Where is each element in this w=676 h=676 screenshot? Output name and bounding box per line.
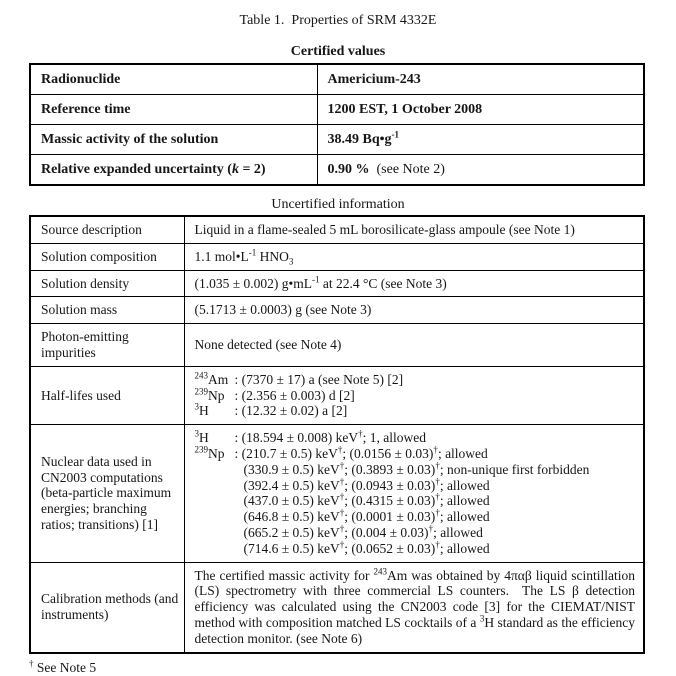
value-line: $^3$H : (18.594 ± 0.008) keV†; 1, allowed — [194, 428, 427, 446]
row-value-cell: 0.90 % (see Note 2) — [317, 155, 644, 186]
value-line: (714.6 ± 0.5) keV†; (0.0652 ± 0.03)†; allowed — [243, 539, 490, 556]
row-value-cell — [184, 562, 644, 652]
footnote — [29, 660, 676, 676]
row-label-cell: Solution density — [30, 270, 184, 297]
value-paragraph: The certified massic activity for $^{243}$Am was obtained by 4παβ liquid scintillation (LS) spectrometry with three commercial LS counters. The LS β detection efficiency was calculated using the CN2003 code [3] for the CIEMAT/NIST method with composition matched LS cocktails of a $^3$H standard as the efficiency detection monitor. (see Note 6) — [194, 566, 635, 646]
value-line: (392.4 ± 0.5) keV†; (0.0943 ± 0.03)†; allowed — [243, 476, 490, 493]
table-row — [30, 366, 644, 424]
value-line: 1.1 $mol•L^{-1}$ $HNO_3$ — [194, 247, 294, 267]
value-line: $^{239}$Np : (2.356 ± 0.003) d [2] — [194, 386, 355, 403]
nuclide-symbol: $^{243}$Am — [194, 370, 229, 387]
nuclide-symbol: $^{239}$Np — [194, 444, 225, 461]
nuclide-symbol: $^3$H — [194, 428, 209, 446]
value-line: (1.035 ± 0.002) $g•mL^{-1}$ at 22.4 °C (see Note 3) — [194, 274, 447, 291]
table-row — [30, 64, 644, 95]
row-label-cell: Radionuclide — [30, 64, 317, 95]
row-value-cell: 1200 EST, 1 October 2008 — [317, 95, 644, 125]
uncertified-table-body — [30, 216, 644, 653]
row-label-cell: Relative expanded uncertainty (k = 2) — [30, 155, 317, 186]
value-line: None detected (see Note 4) — [194, 337, 342, 353]
row-label-cell: Nuclear data used in CN2003 computations (beta-particle maximum energies; branching ratios; transitions) [1] — [30, 425, 184, 562]
certified-values-table — [29, 63, 645, 186]
value-line: $^{239}$Np : (210.7 ± 0.5) keV†; (0.0156 ± 0.03)†; allowed — [194, 444, 488, 461]
row-value-cell — [184, 324, 644, 367]
value-line: (437.0 ± 0.5) keV†; (0.4315 ± 0.03)†; allowed — [243, 491, 490, 509]
table-row — [30, 216, 644, 243]
uncertified-heading: Uncertified information — [271, 197, 405, 212]
table-row — [30, 270, 644, 297]
certified-table-body — [30, 64, 644, 185]
row-label-cell: Calibration methods (and instruments) — [30, 562, 184, 652]
value-line: (5.1713 ± 0.0003) g (see Note 3) — [194, 302, 372, 318]
footnote-text: See Note 5 — [33, 659, 97, 675]
row-value-cell — [184, 270, 644, 297]
nuclide-symbol: $^3$H — [194, 401, 209, 419]
value-line: (665.2 ± 0.5) keV†; (0.004 ± 0.03)†; allowed — [243, 523, 483, 540]
row-value-cell — [184, 297, 644, 324]
table-row — [30, 324, 644, 367]
value-line: Liquid in a flame-sealed 5 mL borosilicate-glass ampoule (see Note 1) — [194, 222, 575, 237]
table-row — [30, 155, 644, 186]
row-value-cell — [184, 425, 644, 562]
row-value-cell: Americium-243 — [317, 64, 644, 95]
table-row — [30, 95, 644, 125]
page-title: Table 1. Properties of SRM 4332E — [239, 13, 437, 28]
table-row — [30, 425, 644, 562]
table-row — [30, 297, 644, 324]
row-label-cell: Massic activity of the solution — [30, 125, 317, 155]
value-line: (330.9 ± 0.5) keV†; (0.3893 ± 0.03)†; non-unique first forbidden — [243, 460, 590, 477]
row-value-cell: 38.49 $Bq•g^{-1}$ — [317, 125, 644, 155]
table-row — [30, 125, 644, 155]
row-label-cell: Photon-emitting impurities — [30, 324, 184, 367]
dagger-mark: † — [29, 658, 34, 669]
value-line: $^{243}$Am : (7370 ± 17) a (see Note 5) [2] — [194, 370, 404, 387]
certified-heading: Certified values — [290, 44, 386, 59]
value-line: $^3$H : (12.32 ± 0.02) a [2] — [194, 401, 348, 419]
table-row — [30, 562, 644, 652]
row-label-cell: Solution composition — [30, 243, 184, 270]
row-label-cell: Reference time — [30, 95, 317, 125]
uncertified-information-table — [29, 215, 645, 654]
row-value-cell — [184, 216, 644, 243]
row-value-cell — [184, 366, 644, 424]
nuclide-symbol: $^{239}$Np — [194, 386, 225, 403]
table-row — [30, 243, 644, 270]
row-label-cell: Half-lifes used — [30, 366, 184, 424]
row-label-cell: Source description — [30, 216, 184, 243]
row-value-cell — [184, 243, 644, 270]
value-line: (646.8 ± 0.5) keV†; (0.0001 ± 0.03)†; allowed — [243, 507, 490, 525]
row-label-cell: Solution mass — [30, 297, 184, 324]
